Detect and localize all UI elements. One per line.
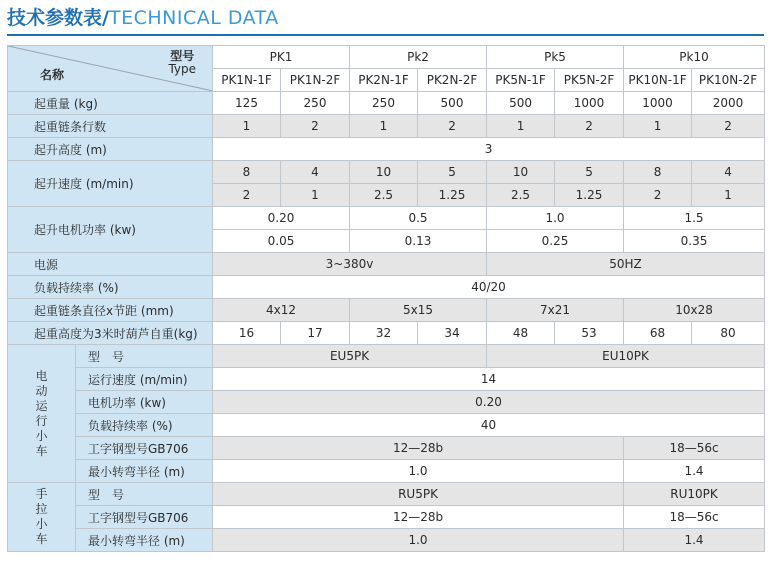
row-et-power <box>8 391 765 414</box>
row-label: 最小转弯半径 (m) <box>76 529 213 552</box>
model-sub: PK1N-1F <box>213 69 281 92</box>
model-group: PK1 <box>213 46 350 69</box>
cell: RU5PK <box>213 483 624 506</box>
cell: 1.0 <box>213 460 624 483</box>
cell: 8 <box>213 161 281 184</box>
title-cn: 技术参数表 <box>7 7 103 29</box>
title-slash: / <box>102 7 109 29</box>
manual-trolley-label-text: 手拉小车 <box>35 487 48 546</box>
model-sub: PK2N-1F <box>350 69 418 92</box>
row-label: 型 号 <box>76 483 213 506</box>
cell: 0.13 <box>350 230 487 253</box>
row-label: 工字钢型号GB706 <box>76 506 213 529</box>
row-capacity <box>8 92 765 115</box>
cell: 0.25 <box>487 230 624 253</box>
cell: 1.25 <box>418 184 487 207</box>
cell: 80 <box>692 322 765 345</box>
cell: 0.5 <box>350 207 487 230</box>
cell: 68 <box>624 322 692 345</box>
title-en: TECHNICAL DATA <box>108 7 279 29</box>
row-label: 起重链条行数 <box>8 115 213 138</box>
cell: 4x12 <box>213 299 350 322</box>
cell: 250 <box>350 92 418 115</box>
cell: 1.4 <box>624 460 765 483</box>
cell: 4 <box>281 161 350 184</box>
cell: 125 <box>213 92 281 115</box>
model-sub: PK10N-1F <box>624 69 692 92</box>
cell: 2 <box>418 115 487 138</box>
electric-trolley-label <box>8 345 76 483</box>
row-motor-power-high <box>8 207 765 230</box>
cell: 1.5 <box>624 207 765 230</box>
cell: 2.5 <box>350 184 418 207</box>
cell: 8 <box>624 161 692 184</box>
cell: 1.25 <box>555 184 624 207</box>
model-sub: PK1N-2F <box>281 69 350 92</box>
cell: 1.0 <box>213 529 624 552</box>
corner-name: 名称 <box>40 68 65 82</box>
cell: 10x28 <box>624 299 765 322</box>
cell: 2 <box>213 184 281 207</box>
row-label: 起重高度为3米时葫芦自重(kg) <box>8 322 213 345</box>
row-lift-speed-fast <box>8 161 765 184</box>
model-sub: PK5N-1F <box>487 69 555 92</box>
cell: 2 <box>555 115 624 138</box>
model-group: Pk5 <box>487 46 624 69</box>
cell: 16 <box>213 322 281 345</box>
row-mt-model <box>8 483 765 506</box>
cell: 10 <box>487 161 555 184</box>
row-label: 起重量 (kg) <box>8 92 213 115</box>
cell: EU5PK <box>213 345 487 368</box>
cell: 500 <box>418 92 487 115</box>
cell: RU10PK <box>624 483 765 506</box>
cell: 0.35 <box>624 230 765 253</box>
row-et-beam <box>8 437 765 460</box>
model-sub: PK5N-2F <box>555 69 624 92</box>
cell: 32 <box>350 322 418 345</box>
electric-trolley-label-text: 电动运行小车 <box>35 368 48 458</box>
row-label: 工字钢型号GB706 <box>76 437 213 460</box>
row-label: 最小转弯半径 (m) <box>76 460 213 483</box>
row-label: 型 号 <box>76 345 213 368</box>
cell: 5 <box>555 161 624 184</box>
cell: 18—56c <box>624 506 765 529</box>
cell: 1000 <box>555 92 624 115</box>
row-chain-falls <box>8 115 765 138</box>
row-duty-rate <box>8 276 765 299</box>
cell: 53 <box>555 322 624 345</box>
cell: 3 <box>213 138 765 161</box>
cell: 0.05 <box>213 230 350 253</box>
cell: 1 <box>213 115 281 138</box>
cell: 2 <box>692 115 765 138</box>
cell: 2000 <box>692 92 765 115</box>
cell: 12—28b <box>213 506 624 529</box>
cell: 1.0 <box>487 207 624 230</box>
row-label: 起升电机功率 (kw) <box>8 207 213 253</box>
model-sub: PK10N-2F <box>692 69 765 92</box>
cell: 10 <box>350 161 418 184</box>
cell: 2 <box>624 184 692 207</box>
manual-trolley-label <box>8 483 76 552</box>
page-header <box>7 4 279 32</box>
cell: 0.20 <box>213 391 765 414</box>
cell: 3~380v <box>213 253 487 276</box>
technical-data-table <box>7 45 765 552</box>
cell: 40/20 <box>213 276 765 299</box>
cell: 1 <box>624 115 692 138</box>
row-label: 起重链条直径x节距 (mm) <box>8 299 213 322</box>
cell: 5x15 <box>350 299 487 322</box>
row-label: 负载持续率 (%) <box>76 414 213 437</box>
cell: 1000 <box>624 92 692 115</box>
header-row-groups <box>8 46 765 69</box>
cell: 2 <box>281 115 350 138</box>
cell: 34 <box>418 322 487 345</box>
cell: 500 <box>487 92 555 115</box>
cell: 4 <box>692 161 765 184</box>
model-group: Pk10 <box>624 46 765 69</box>
row-et-radius <box>8 460 765 483</box>
row-lift-height <box>8 138 765 161</box>
cell: 250 <box>281 92 350 115</box>
model-group: Pk2 <box>350 46 487 69</box>
cell: 0.20 <box>213 207 350 230</box>
cell: 1 <box>692 184 765 207</box>
cell: 48 <box>487 322 555 345</box>
row-label: 起升速度 (m/min) <box>8 161 213 207</box>
cell: 1 <box>350 115 418 138</box>
cell: 7x21 <box>487 299 624 322</box>
row-mt-beam <box>8 506 765 529</box>
cell: 12—28b <box>213 437 624 460</box>
cell: 40 <box>213 414 765 437</box>
row-label: 电源 <box>8 253 213 276</box>
model-sub: PK2N-2F <box>418 69 487 92</box>
cell: 1 <box>281 184 350 207</box>
row-power-supply <box>8 253 765 276</box>
row-label: 电机功率 (kw) <box>76 391 213 414</box>
row-label: 运行速度 (m/min) <box>76 368 213 391</box>
cell: 14 <box>213 368 765 391</box>
row-et-duty <box>8 414 765 437</box>
row-et-model <box>8 345 765 368</box>
corner-type-cn: 型号 <box>170 49 195 63</box>
row-self-weight <box>8 322 765 345</box>
corner-type <box>168 50 196 76</box>
cell: 5 <box>418 161 487 184</box>
corner-cell <box>8 46 213 92</box>
cell: 2.5 <box>487 184 555 207</box>
cell: 18—56c <box>624 437 765 460</box>
row-et-speed <box>8 368 765 391</box>
row-label: 起升高度 (m) <box>8 138 213 161</box>
row-label: 负载持续率 (%) <box>8 276 213 299</box>
cell: 1 <box>487 115 555 138</box>
row-chain-spec <box>8 299 765 322</box>
cell: 1.4 <box>624 529 765 552</box>
corner-type-en: Type <box>168 62 196 76</box>
cell: 50HZ <box>487 253 765 276</box>
cell: EU10PK <box>487 345 765 368</box>
header-rule <box>7 34 764 36</box>
cell: 17 <box>281 322 350 345</box>
row-mt-radius <box>8 529 765 552</box>
